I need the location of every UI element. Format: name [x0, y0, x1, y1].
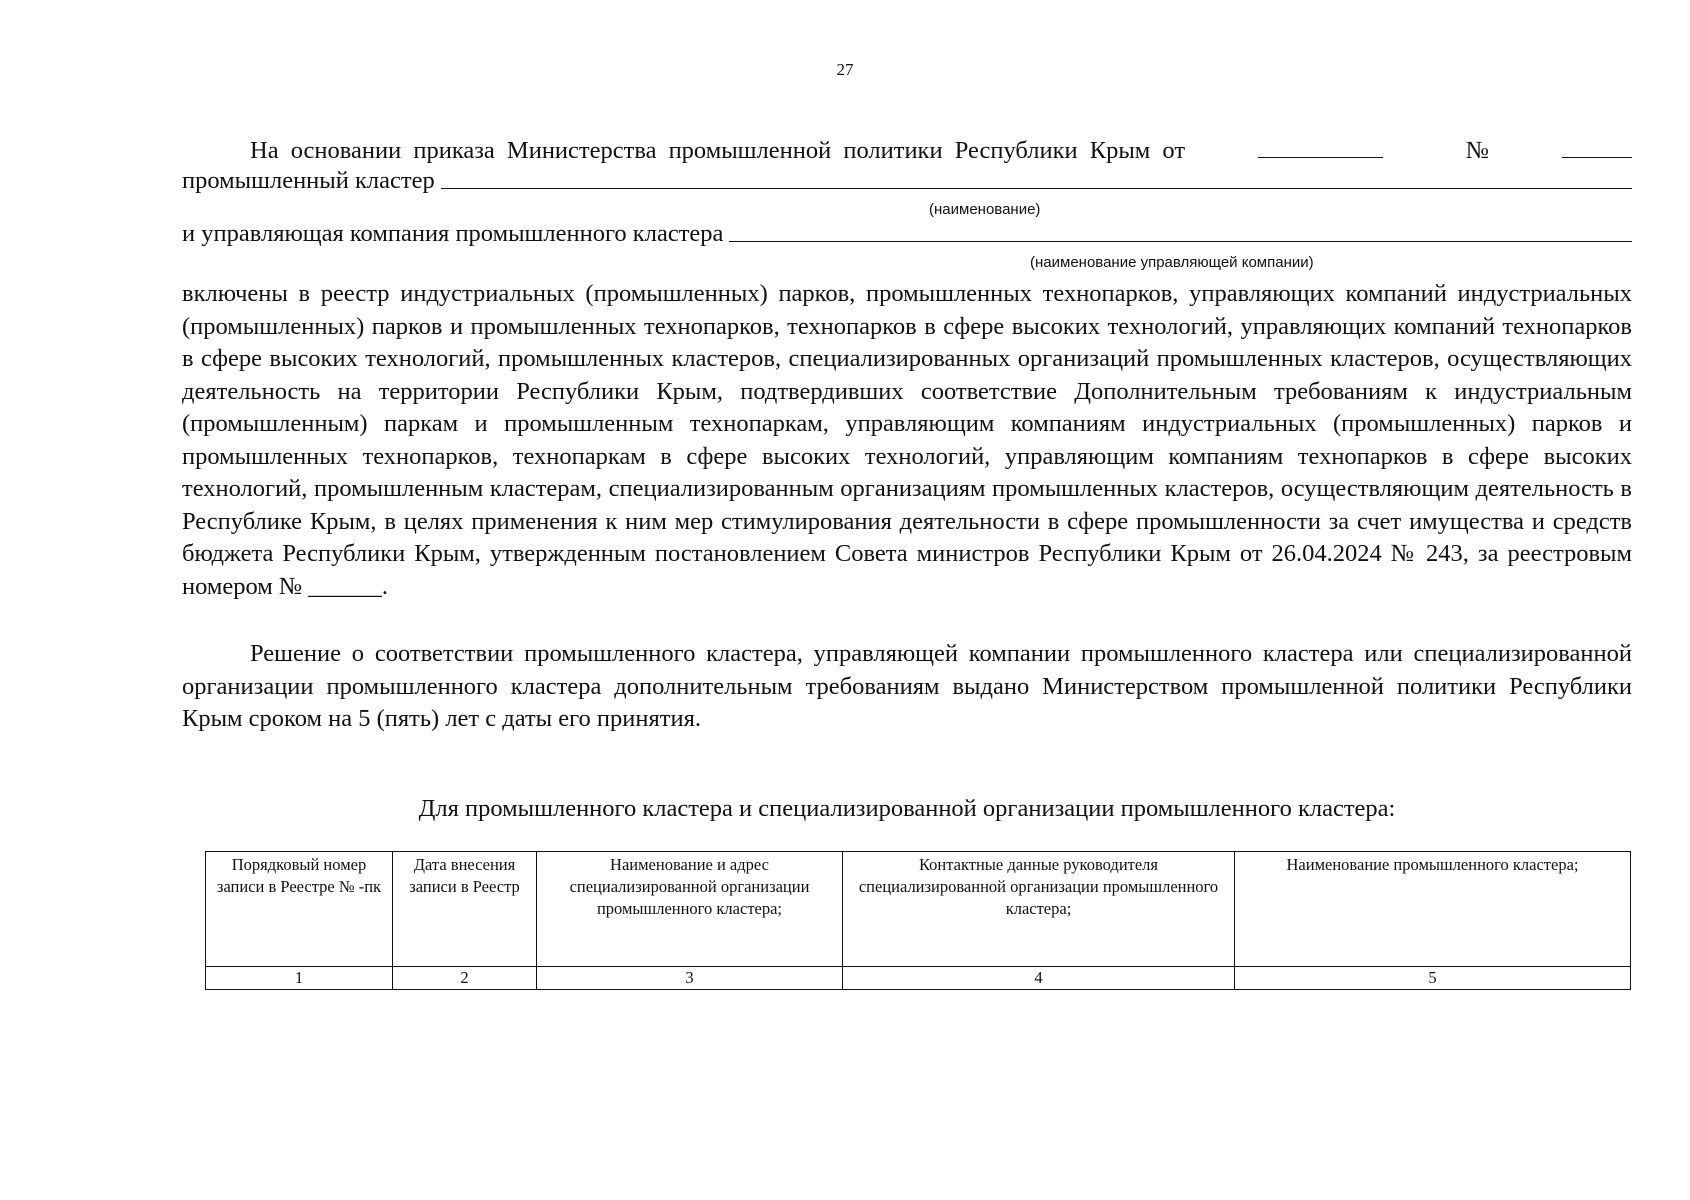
page-number: 27 [836, 60, 854, 79]
cluster-label: промышленный кластер [182, 167, 435, 194]
number-sign: № [1465, 137, 1490, 164]
table-row [206, 967, 1631, 990]
order-date-blank [1258, 137, 1383, 158]
company-name-line [182, 220, 1632, 248]
company-name-caption: (наименование управляющей компании) [1030, 254, 1314, 271]
header-entry-date: Дата внесения записи в Реестр [393, 852, 537, 967]
decision-paragraph: Решение о соответствии промышленного кластера, управляющей компании промышленного кластера или специализированной организации промышленного кластера дополнительным требованиям выдано Министерством промышленной политики Республики Крым сроком на 5 (пять) лет с даты его принятия. [182, 640, 1632, 732]
cluster-name-blank [441, 188, 1632, 189]
column-number-cell: 4 [843, 967, 1235, 990]
cluster-name-line [182, 167, 1632, 195]
header-record-number: Порядковый номер записи в Реестре № -пк [206, 852, 393, 967]
header-cluster-name: Наименование промышленного кластера; [1235, 852, 1631, 967]
column-number-cell: 3 [537, 967, 843, 990]
registry-table [205, 851, 1631, 990]
order-reference-line [182, 135, 1632, 168]
table-header-row [206, 852, 1631, 967]
table-title: Для промышленного кластера и специализированной организации промышленного кластера: [418, 795, 1396, 822]
header-manager-contacts: Контактные данные руководителя специализированной организации промышленного кластера; [843, 852, 1235, 967]
order-reference-text: На основании приказа Министерства промышленной политики Республики Крым от [250, 137, 1186, 164]
column-number-cell: 2 [393, 967, 537, 990]
order-number-blank [1562, 137, 1632, 158]
registry-paragraph: включены в реестр индустриальных (промышленных) парков, промышленных технопарков, управляющих компаний индустриальных (промышленных) парков и промышленных технопарков, технопарков в сфере высоких технологий, управляющих компаний технопарков в сфере высоких технологий, промышленных кластеров, специализированных организаций промышленных кластеров, осуществляющих деятельность на территории Республики Крым, подтвердивших соответствие Дополнительным требованиям к индустриальным (промышленным) паркам и промышленным технопаркам, управляющим компаниям индустриальных (промышленных) парков и промышленных технопарков, технопаркам в сфере высоких технологий, управляющим компаниям технопарков в сфере высоких технологий, промышленным кластерам, специализированным организациям промышленных кластеров, осуществляющим деятельность в Республике Крым, в целях применения к ним мер стимулирования деятельности в сфере промышленности за счет имущества и средств бюджета Республики Крым, утвержденным постановлением Совета министров Республики Крым от 26.04.2024 № 243, за реестровым номером № ______. [182, 280, 1632, 600]
column-number-cell: 1 [206, 967, 393, 990]
company-label: и управляющая компания промышленного кластера [182, 220, 724, 247]
column-number-cell: 5 [1235, 967, 1631, 990]
header-organization-name-address: Наименование и адрес специализированной организации промышленного кластера; [537, 852, 843, 967]
cluster-name-caption: (наименование) [929, 201, 1041, 218]
company-name-blank [729, 241, 1632, 242]
